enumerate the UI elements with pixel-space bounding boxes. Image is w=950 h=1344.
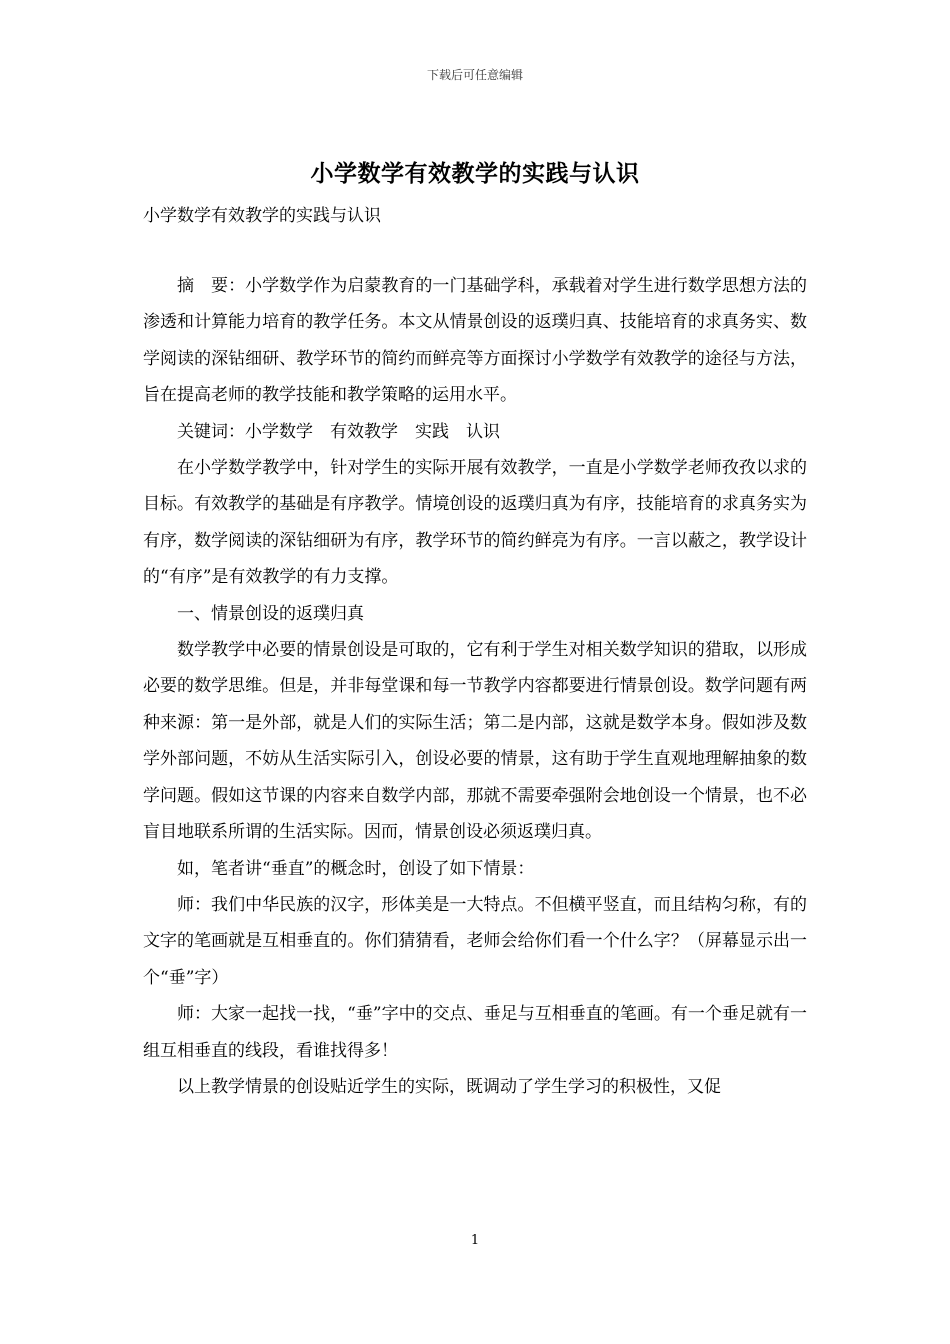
header-note: 下载后可任意编辑 <box>426 68 523 82</box>
body-paragraph: 数学教学中必要的情景创设是可取的，它有利于学生对相关数学知识的猎取，以形成必要的数学思维。但是，并非每堂课和每一节教学内容都要进行情景创设。数学问题有两种来源：第一是外部，就是人们的实际生活；第二是内部，这就是数学本身。假如涉及数学外部问题，不妨从生活实际引入，创设必要的情景，这有助于学生直观地理解抽象的数学问题。假如这节课的内容来自数学内部，那就不需要牵强附会地创设一个情景，也不必盲目地联系所谓的生活实际。因而，情景创设必须返璞归真。 <box>143 640 807 843</box>
page-number: 1 <box>470 1233 480 1248</box>
keywords-paragraph: 关键词：小学数学 有效教学 实践 认识 <box>177 421 500 442</box>
body-paragraph: 以上教学情景的创设贴近学生的实际，既调动了学生学习的积极性，又促 <box>177 1076 721 1097</box>
body-paragraph: 在小学数学教学中，针对学生的实际开展有效教学，一直是小学数学老师孜孜以求的目标。有效教学的基础是有序教学。情境创设的返璞归真为有序，技能培育的求真务实为有序，数学阅读的深钻细研为有序，教学环节的简约鲜亮为有序。一言以蔽之，教学设计的“有序”是有效教学的有力支撑。 <box>143 458 807 588</box>
section-heading: 一、情景创设的返璞归真 <box>177 603 364 624</box>
dialogue-paragraph: 师：我们中华民族的汉字，形体美是一大特点。不但横平竖直，而且结构匀称，有的文字的笔画就是互相垂直的。你们猜猜看，老师会给你们看一个什么字？（屏幕显示出一个“垂”字） <box>143 894 807 988</box>
document-body <box>143 268 807 1105</box>
dialogue-paragraph: 师：大家一起找一找，“垂”字中的交点、垂足与互相垂直的笔画。有一个垂足就有一组互相垂直的线段，看谁找得多！ <box>143 1004 807 1061</box>
body-paragraph: 如，笔者讲“垂直”的概念时，创设了如下情景： <box>177 858 535 879</box>
document-title: 小学数学有效教学的实践与认识 <box>310 160 640 187</box>
document-subtitle: 小学数学有效教学的实践与认识 <box>143 206 381 226</box>
abstract-paragraph: 摘 要：小学数学作为启蒙教育的一门基础学科，承载着对学生进行数学思想方法的渗透和计算能力培育的教学任务。本文从情景创设的返璞归真、技能培育的求真务实、数学阅读的深钻细研、教学环节的简约而鲜亮等方面探讨小学数学有效教学的途径与方法，旨在提高老师的教学技能和教学策略的运用水平。 <box>143 276 807 406</box>
